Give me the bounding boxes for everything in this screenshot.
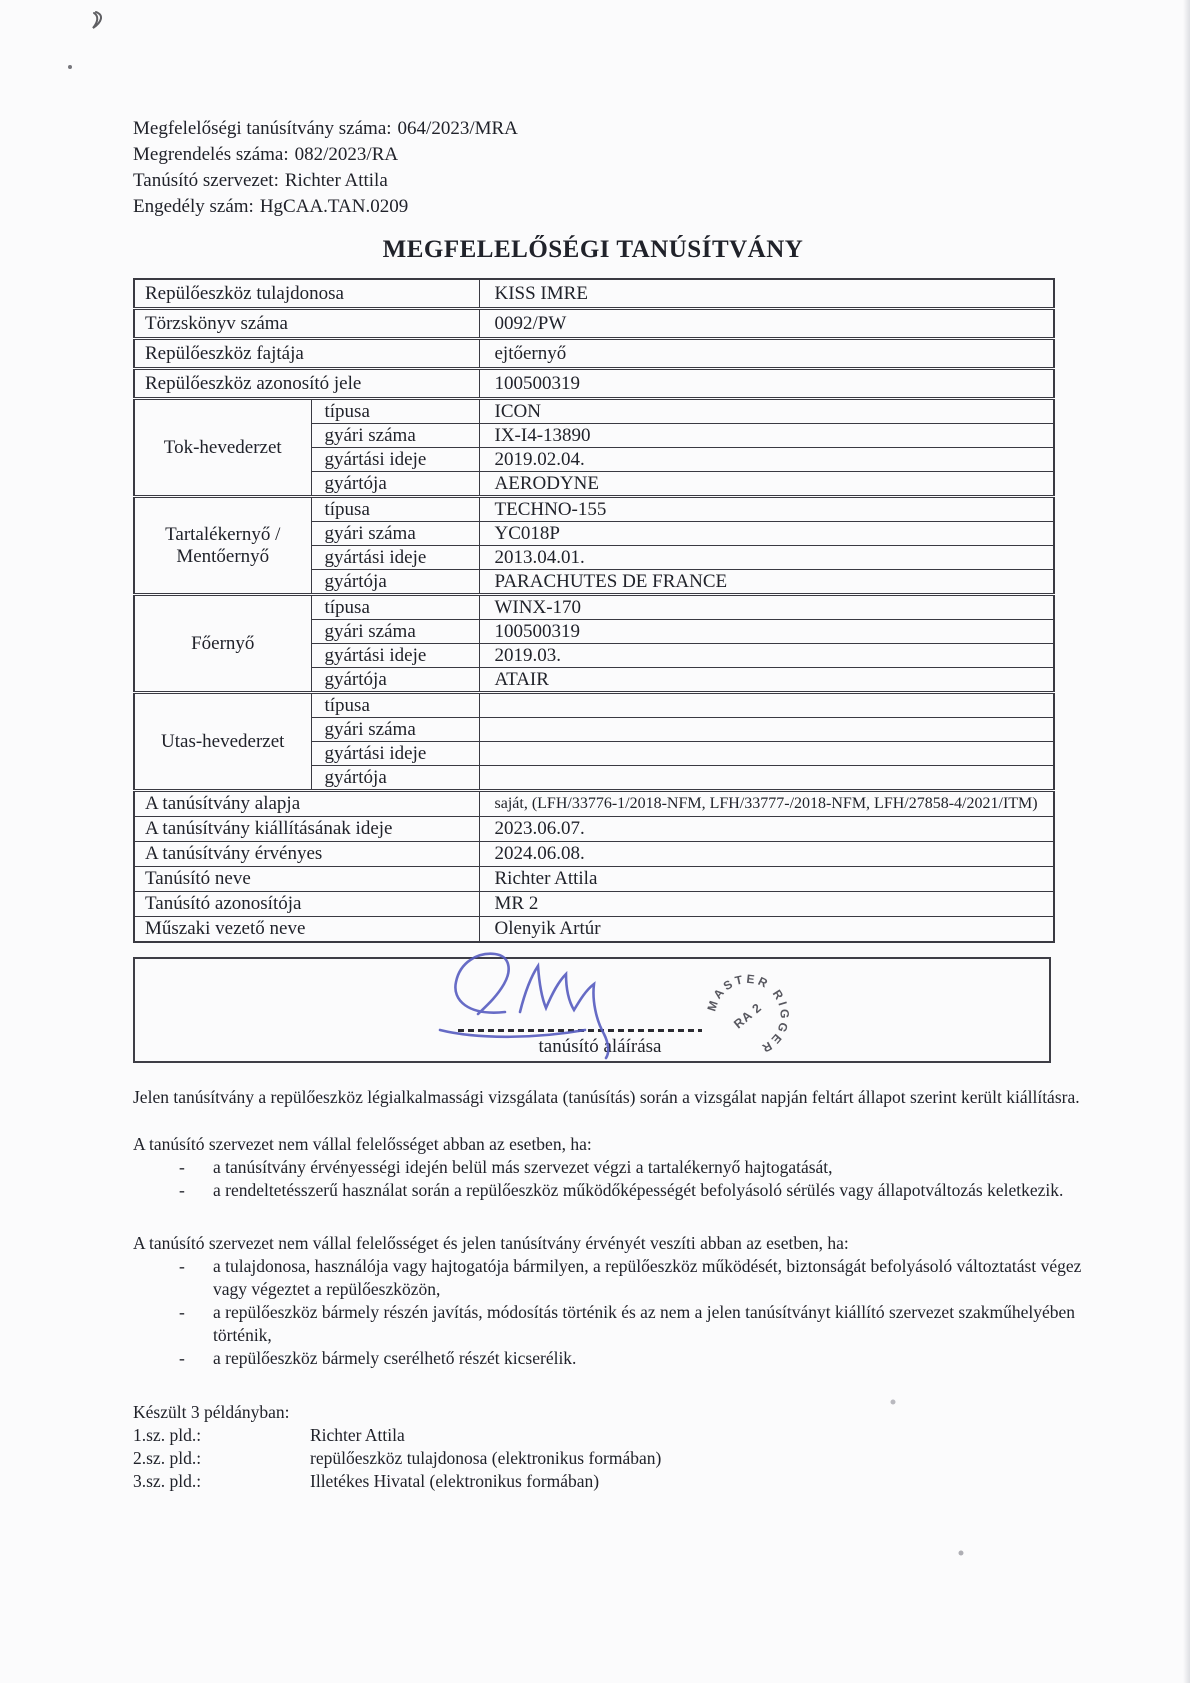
pen-mark [93,12,101,28]
field-label: Megrendelés száma: [133,144,289,165]
liability-clause-2 [133,1232,1093,1370]
table-value-cell: ICON [479,399,1054,424]
table-sublabel-cell: gyártási ideje [311,644,479,668]
field-value: 064/2023/MRA [397,118,518,139]
table-label-cell: A tanúsítvány kiállításának ideje [134,817,479,842]
master-rigger-stamp [700,966,796,1062]
table-sublabel-cell: gyári száma [311,424,479,448]
field-value: HgCAA.TAN.0209 [259,196,409,217]
copies-section [133,1401,1093,1493]
table-sublabel-cell: típusa [311,497,479,522]
table-value-cell [479,693,1054,718]
copy-label: 2.sz. pld.: [133,1448,202,1468]
copy-recipient: Richter Attila [310,1425,405,1445]
table-value-cell: 100500319 [479,620,1054,644]
field-label: Engedély szám: [133,196,254,217]
bullet-text: - a tanúsítvány érvényességi idején belül más szervezet végzi a tartalékernyő hajtogatását, [213,1157,833,1177]
copy-label: 3.sz. pld.: [133,1471,202,1491]
page-title: MEGFELELŐSÉGI TANÚSÍTVÁNY [382,236,804,263]
field-label: Megfelelőségi tanúsítvány száma: [133,118,392,139]
stamp-center-text: RA 2 [731,1000,765,1032]
table-value-cell: IX-I4-13890 [479,424,1054,448]
field-value: Richter Attila [284,170,388,191]
table-sublabel-cell: gyári száma [311,620,479,644]
table-sublabel-cell: gyártási ideje [311,546,479,570]
table-value-cell: TECHNO-155 [479,497,1054,522]
table-value-cell: 100500319 [479,369,1054,399]
certificate-table [133,278,1055,943]
table-value-cell: YC018P [479,522,1054,546]
table-label-cell: Törzskönyv száma [134,309,479,339]
clause-bullet [133,1255,1093,1301]
table-value-cell: ejtőernyő [479,339,1054,369]
bullet-text: - a rendeltetésszerű használat során a repülőeszköz működőképességét befolyásoló sérülés vagy állapotváltozás keletkezik. [213,1180,1064,1200]
table-sublabel-cell: gyártója [311,570,479,595]
table-sublabel-cell: gyári száma [311,522,479,546]
table-sublabel-cell: gyártási ideje [311,742,479,766]
table-value-cell: 2019.03. [479,644,1054,668]
copy-item [133,1470,1093,1493]
copy-item [133,1424,1093,1447]
signature-caption: tanúsító aláírása [538,1036,662,1057]
stamp-ring-text: MASTER RIGGER [704,971,792,1057]
bullet-text: - a tulajdonosa, használója vagy hajtogatója bármilyen, a repülőeszköz működését, biztonságát befolyásoló változtatást végez vagy végeztet a repülőeszközön, [213,1256,1082,1299]
clause-bullet [133,1156,1093,1179]
table-label-cell: Repülőeszköz azonosító jele [134,369,479,399]
table-value-cell: 2013.04.01. [479,546,1054,570]
table-label-cell: Tanúsító neve [134,867,479,892]
copy-label: 1.sz. pld.: [133,1425,202,1445]
table-value-cell: PARACHUTES DE FRANCE [479,570,1054,595]
table-group-cell: Tartalékernyő / Mentőernyő [134,497,311,595]
table-label-cell: Repülőeszköz fajtája [134,339,479,369]
table-value-cell [479,718,1054,742]
table-value-cell: Richter Attila [479,867,1054,892]
clause-intro: A tanúsító szervezet nem vállal felelősséget és jelen tanúsítvány érvényét veszíti abban az esetben, ha: [133,1233,849,1253]
table-sublabel-cell: gyártója [311,472,479,497]
signature-loop [455,954,508,1014]
certificate-number-line [133,116,518,142]
table-sublabel-cell: gyártója [311,766,479,791]
clause-bullet [133,1301,1093,1347]
table-value-cell: MR 2 [479,892,1054,917]
permit-number-line [133,194,518,220]
bullet-text: - a repülőeszköz bármely részén javítás, módosítás történik és az nem a jelen tanúsítványt kiállító szervezet szakműhelyében történik, [213,1302,1076,1345]
body-text [133,1086,1093,1493]
document-header [133,116,518,220]
speck [959,1551,964,1556]
copy-recipient: repülőeszköz tulajdonosa (elektronikus formában) [310,1448,662,1468]
table-value-cell: Olenyik Artúr [479,917,1054,943]
table-label-cell: A tanúsítvány alapja [134,791,479,817]
table-sublabel-cell: gyártója [311,668,479,693]
table-label-cell: Műszaki vezető neve [134,917,479,943]
table-sublabel-cell: típusa [311,399,479,424]
table-group-cell: Főernyő [134,595,311,693]
certifier-org-line [133,168,518,194]
table-value-cell: 2019.02.04. [479,448,1054,472]
table-group-cell: Tok-hevederzet [134,399,311,497]
field-value: 082/2023/RA [294,144,399,165]
signature-strokes [520,966,608,1058]
table-value-cell: saját, (LFH/33776-1/2018-NFM, LFH/33777-/2018-NFM, LFH/27858-4/2021/ITM) [479,791,1054,817]
table-value-cell: AERODYNE [479,472,1054,497]
table-sublabel-cell: típusa [311,693,479,718]
table-value-cell: 2024.06.08. [479,842,1054,867]
liability-clause-1 [133,1133,1093,1202]
copy-item [133,1447,1093,1470]
scan-edge-shadow [1183,0,1190,1683]
table-sublabel-cell: gyártási ideje [311,448,479,472]
clause-bullet [133,1347,1093,1370]
table-value-cell [479,742,1054,766]
clause-intro: A tanúsító szervezet nem vállal felelősséget abban az esetben, ha: [133,1134,592,1154]
signature-underline [440,1030,585,1037]
table-sublabel-cell: típusa [311,595,479,620]
copies-intro: Készült 3 példányban: [133,1402,290,1422]
table-value-cell: ATAIR [479,668,1054,693]
table-value-cell: 2023.06.07. [479,817,1054,842]
table-group-cell: Utas-hevederzet [134,693,311,791]
certifier-signature [420,945,680,1070]
bullet-text: - a repülőeszköz bármely cserélhető részét kicserélik. [213,1348,577,1368]
table-value-cell [479,766,1054,791]
copy-recipient: Illetékes Hivatal (elektronikus formában) [310,1471,600,1491]
table-label-cell: Tanúsító azonosítója [134,892,479,917]
ink-dot [68,65,72,69]
table-sublabel-cell: gyári száma [311,718,479,742]
order-number-line [133,142,518,168]
table-label-cell: A tanúsítvány érvényes [134,842,479,867]
field-label: Tanúsító szervezet: [133,170,279,191]
table-value-cell: KISS IMRE [479,279,1054,309]
clause-bullet [133,1179,1093,1202]
table-value-cell: 0092/PW [479,309,1054,339]
table-value-cell: WINX-170 [479,595,1054,620]
statement-paragraph: Jelen tanúsítvány a repülőeszköz légialkalmassági vizsgálata (tanúsítás) során a vizsgálat napján feltárt állapot szerint került kiállításra. [133,1087,1080,1107]
table-label-cell: Repülőeszköz tulajdonosa [134,279,479,309]
